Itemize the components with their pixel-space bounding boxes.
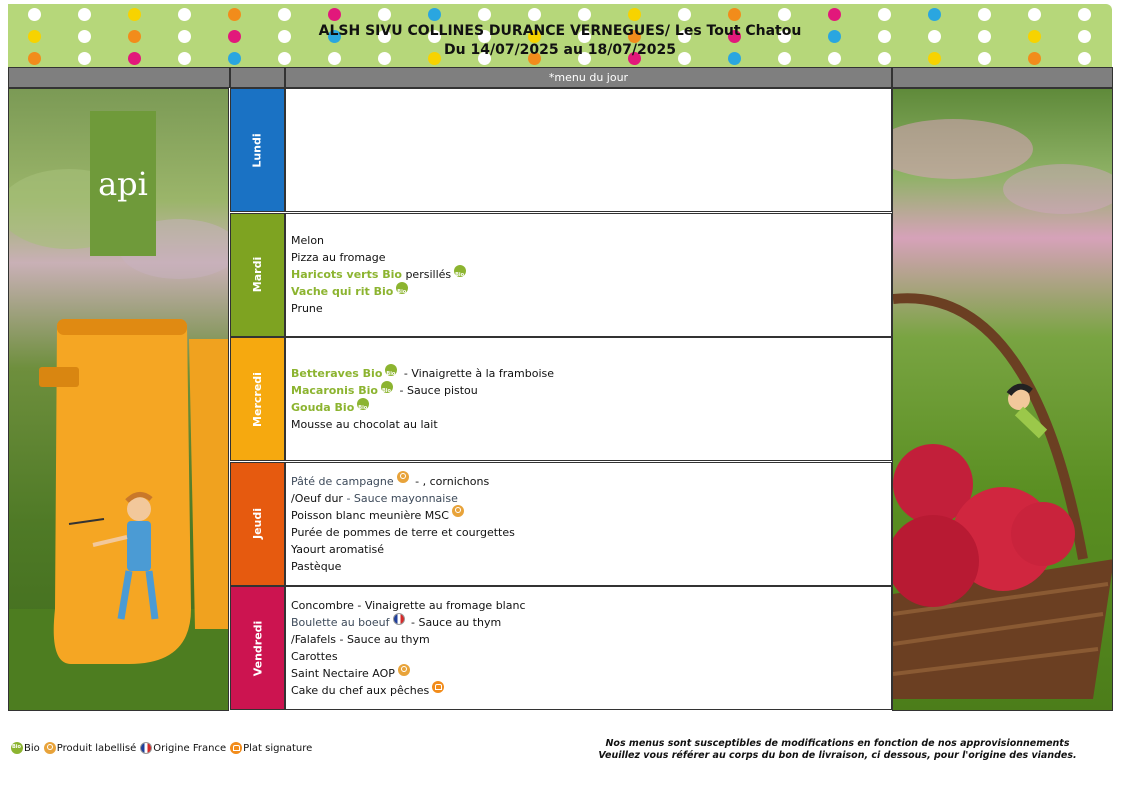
menu-item-text: Betteraves Bio xyxy=(291,367,383,381)
menu-item-text: Vache qui rit Bio xyxy=(291,285,394,299)
legend-label: Produit labellisé xyxy=(56,742,137,754)
decorative-dot xyxy=(528,8,541,21)
notice-line-2: Veuillez vous référer au corps du bon de livraison, ci dessous, pour l'origine des viandes. xyxy=(598,750,1077,761)
day-tab-mardi xyxy=(230,213,285,337)
menu-item-text: persillés xyxy=(401,268,452,282)
day-label: Jeudi xyxy=(251,508,264,540)
menu-item-text: Pâté de campagne xyxy=(291,474,394,488)
decorative-dot xyxy=(228,8,241,21)
menu-cell-jeudi xyxy=(285,462,892,586)
decorative-dot xyxy=(678,8,691,21)
menu-item-text: Melon xyxy=(291,234,325,248)
day-tab-mercredi xyxy=(230,337,285,461)
signature-icon xyxy=(230,742,242,754)
bio-icon xyxy=(357,398,369,410)
menu-cell-mercredi xyxy=(285,337,892,461)
menu-item xyxy=(291,232,891,249)
day-tab-jeudi xyxy=(230,462,285,586)
bio-icon xyxy=(11,742,23,754)
label-icon xyxy=(398,664,410,676)
menu-item-text: Carottes xyxy=(291,650,338,664)
decorative-dot xyxy=(928,8,941,21)
menu-item xyxy=(291,266,891,283)
day-tab-lundi xyxy=(230,88,285,212)
legend-item xyxy=(140,742,226,754)
legend-item xyxy=(11,742,40,754)
colbar-menu: *menu du jour xyxy=(285,67,892,88)
decorative-dot xyxy=(328,8,341,21)
notice xyxy=(560,738,1115,762)
menu-item xyxy=(291,631,891,648)
boots-photo xyxy=(8,88,229,711)
decorative-dot xyxy=(78,8,91,21)
menu-cell-vendredi xyxy=(285,586,892,710)
colbar-right xyxy=(892,67,1113,88)
decorative-dot xyxy=(1028,8,1041,21)
menu-item xyxy=(291,648,891,665)
legend-item xyxy=(44,742,137,754)
menu-item-text: Yaourt aromatisé xyxy=(291,542,385,556)
day-tab-vendredi xyxy=(230,586,285,710)
menu-item xyxy=(291,682,891,699)
menu-item-text: Pastèque xyxy=(291,559,342,573)
menu-item-text: Prune xyxy=(291,302,323,316)
label-icon xyxy=(44,742,56,754)
menu-item-sauce: - Sauce pistou xyxy=(396,384,478,398)
label-icon xyxy=(452,505,464,517)
api-logo xyxy=(90,111,156,256)
legend xyxy=(11,742,316,754)
menu-item xyxy=(291,507,891,524)
legend-item xyxy=(230,742,312,754)
decorative-dot xyxy=(628,8,641,21)
decorative-dot xyxy=(778,8,791,21)
menu-item xyxy=(291,541,891,558)
menu-item-text: Pizza au fromage xyxy=(291,251,386,265)
bio-icon xyxy=(454,265,466,277)
menu-item xyxy=(291,283,891,300)
legend-label: Origine France xyxy=(153,742,227,754)
france-flag-icon xyxy=(393,613,405,625)
bio-icon xyxy=(381,381,393,393)
decorative-dot xyxy=(828,8,841,21)
france-flag-icon xyxy=(140,742,152,754)
decorative-dot xyxy=(978,8,991,21)
label-icon xyxy=(397,471,409,483)
menu-item-text: Saint Nectaire AOP xyxy=(291,667,395,681)
menu-item xyxy=(291,490,891,507)
menu-item xyxy=(291,416,891,433)
menu-item xyxy=(291,473,891,490)
day-label: Lundi xyxy=(250,132,264,168)
title-line: ALSH SIVU COLLINES DURANCE VERNEGUES/ Les Tout Chatou xyxy=(318,23,802,39)
menu-item xyxy=(291,614,891,631)
notice-line-1: Nos menus sont susceptibles de modifications en fonction de nos approvisionnements xyxy=(605,738,1070,749)
apple-basket-photo xyxy=(892,88,1113,711)
period-line: Du 14/07/2025 au 18/07/2025 xyxy=(444,42,676,58)
menu-cell-lundi xyxy=(285,88,892,212)
menu-item-text: Cake du chef aux pêches xyxy=(291,684,430,698)
day-label: Mardi xyxy=(250,256,264,293)
decorative-dot xyxy=(578,8,591,21)
decorative-dot xyxy=(1078,8,1091,21)
decorative-dot xyxy=(878,8,891,21)
menu-item-text: Macaronis Bio xyxy=(291,384,378,398)
decorative-dot xyxy=(128,8,141,21)
decorative-dot xyxy=(478,8,491,21)
menu-cell-mardi xyxy=(285,213,892,337)
menu-item xyxy=(291,597,891,614)
decorative-dot xyxy=(278,8,291,21)
menu-item-text: Concombre - Vinaigrette au fromage blanc xyxy=(291,599,526,613)
menu-item xyxy=(291,300,891,317)
menu-item-sauce: - Vinaigrette à la framboise xyxy=(400,367,555,381)
menu-item xyxy=(291,249,891,266)
day-label: Mercredi xyxy=(251,371,265,427)
legend-label: Bio xyxy=(24,742,40,754)
decorative-dot xyxy=(28,8,41,21)
menu-item-text: Mousse au chocolat au lait xyxy=(291,418,438,432)
menu-item-text: /Oeuf dur xyxy=(291,491,343,505)
apple-basket-illustration xyxy=(893,89,1113,711)
menu-item-text: Purée de pommes de terre et courgettes xyxy=(291,525,515,539)
day-label: Vendredi xyxy=(251,620,265,677)
header-banner xyxy=(8,4,1112,67)
bio-icon xyxy=(385,364,397,376)
menu-item xyxy=(291,399,891,416)
page-title xyxy=(8,22,1112,60)
menu-item-text: /Falafels - Sauce au thym xyxy=(291,633,430,647)
decorative-dot xyxy=(378,8,391,21)
decorative-dot xyxy=(178,8,191,21)
menu-item-text: Poisson blanc meunière MSC xyxy=(291,508,449,522)
menu-item xyxy=(291,665,891,682)
decorative-dot xyxy=(728,8,741,21)
menu-item xyxy=(291,365,891,382)
api-logo-text: api xyxy=(98,164,148,203)
bio-icon xyxy=(396,282,408,294)
decorative-dot xyxy=(428,8,441,21)
menu-item xyxy=(291,558,891,575)
menu-item-text: - Sauce mayonnaise xyxy=(342,491,458,505)
colbar-left xyxy=(8,67,230,88)
signature-icon xyxy=(432,681,444,693)
menu-item-text: Gouda Bio xyxy=(291,401,355,415)
menu-item-sauce: - Sauce au thym xyxy=(407,616,502,630)
menu-item-text: Haricots verts Bio xyxy=(291,268,402,282)
menu-item-sauce: - , cornichons xyxy=(411,474,490,488)
menu-item-text: Boulette au boeuf xyxy=(291,616,390,630)
colbar-day xyxy=(230,67,285,88)
legend-label: Plat signature xyxy=(243,742,313,754)
menu-item xyxy=(291,382,891,399)
menu-item xyxy=(291,524,891,541)
